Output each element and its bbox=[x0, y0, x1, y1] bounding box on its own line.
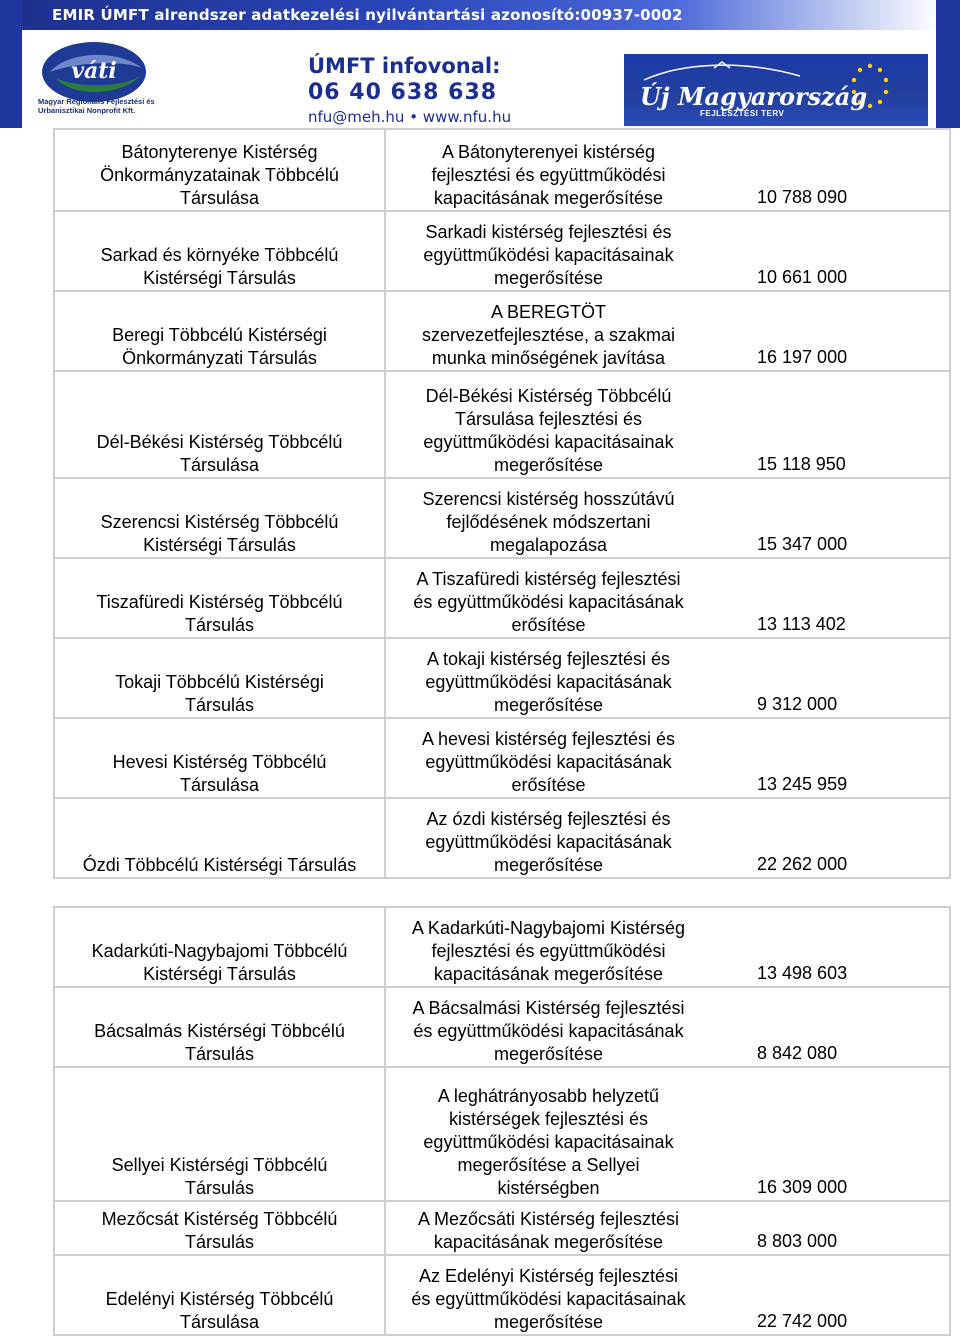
grant-amount-cell: 10 661 000 bbox=[711, 211, 950, 291]
table-row bbox=[54, 291, 950, 371]
project-title-cell: A tokaji kistérség fejlesztési és együttműködési kapacitásának megerősítése bbox=[385, 638, 711, 718]
table-row bbox=[54, 1067, 950, 1201]
table-row bbox=[54, 638, 950, 718]
table-row bbox=[54, 211, 950, 291]
page-header bbox=[0, 0, 960, 128]
right-blue-bar bbox=[936, 0, 960, 128]
grant-amount-cell: 15 118 950 bbox=[711, 371, 950, 478]
table-row bbox=[54, 798, 950, 878]
project-title-cell: A Tiszafüredi kistérség fejlesztési és együttműködési kapacitásának erősítése bbox=[385, 558, 711, 638]
table-row bbox=[54, 371, 950, 478]
table-row bbox=[54, 1255, 950, 1335]
infoline-title: ÚMFT infovonal: bbox=[308, 54, 501, 78]
association-name-cell: Sellyei Kistérségi Többcélú Társulás bbox=[54, 1067, 385, 1201]
association-name-cell: Mezőcsát Kistérség Többcélú Társulás bbox=[54, 1201, 385, 1255]
grant-amount-cell: 13 498 603 bbox=[711, 907, 950, 987]
grant-amount-cell: 10 788 090 bbox=[711, 129, 950, 211]
project-title-cell: Dél-Békési Kistérség Többcélú Társulása fejlesztési és együttműködési kapacitásainak megerősítése bbox=[385, 371, 711, 478]
table-row bbox=[54, 558, 950, 638]
grant-amount-cell: 15 347 000 bbox=[711, 478, 950, 558]
grant-amount-cell: 16 197 000 bbox=[711, 291, 950, 371]
table-row bbox=[54, 478, 950, 558]
association-name-cell: Tokaji Többcélú Kistérségi Társulás bbox=[54, 638, 385, 718]
association-name-cell: Bátonyterenye Kistérség Önkormányzatainak Többcélú Társulása bbox=[54, 129, 385, 211]
uj-magyarorszag-logo bbox=[624, 54, 928, 126]
association-name-cell: Dél-Békési Kistérség Többcélú Társulása bbox=[54, 371, 385, 478]
svg-text:váti: váti bbox=[71, 58, 117, 84]
grant-amount-cell: 13 245 959 bbox=[711, 718, 950, 798]
brand-logo-text: Új Magyarország bbox=[640, 82, 868, 111]
grant-amount-cell: 22 262 000 bbox=[711, 798, 950, 878]
grant-amount-cell: 22 742 000 bbox=[711, 1255, 950, 1335]
association-name-cell: Beregi Többcélú Kistérségi Önkormányzati Társulás bbox=[54, 291, 385, 371]
association-name-cell: Hevesi Kistérség Többcélú Társulása bbox=[54, 718, 385, 798]
association-name-cell: Kadarkúti-Nagybajomi Többcélú Kistérségi Társulás bbox=[54, 907, 385, 987]
vati-caption: Magyar Regionális Fejlesztési és Urbanisztikai Nonprofit Kft. bbox=[38, 97, 155, 115]
project-title-cell: A hevesi kistérség fejlesztési és együttműködési kapacitásának erősítése bbox=[385, 718, 711, 798]
registry-id-text: EMIR ÚMFT alrendszer adatkezelési nyilvántartási azonosító:00937-0002 bbox=[52, 6, 683, 24]
association-name-cell: Tiszafüredi Kistérség Többcélú Társulás bbox=[54, 558, 385, 638]
project-title-cell: A leghátrányosabb helyzetű kistérségek fejlesztési és együttműködési kapacitásainak megerősítése a Sellyei kistérségben bbox=[385, 1067, 711, 1201]
table-row bbox=[54, 987, 950, 1067]
association-name-cell: Szerencsi Kistérség Többcélú Kistérségi Társulás bbox=[54, 478, 385, 558]
project-title-cell: Szerencsi kistérség hosszútávú fejlődésének módszertani megalapozása bbox=[385, 478, 711, 558]
project-title-cell: A Bácsalmási Kistérség fejlesztési és együttműködési kapacitásának megerősítése bbox=[385, 987, 711, 1067]
table-row bbox=[54, 907, 950, 987]
association-name-cell: Edelényi Kistérség Többcélú Társulása bbox=[54, 1255, 385, 1335]
grant-amount-cell: 8 803 000 bbox=[711, 1201, 950, 1255]
project-title-cell: A Kadarkúti-Nagybajomi Kistérség fejlesztési és együttműködési kapacitásának megerősítése bbox=[385, 907, 711, 987]
table-row bbox=[54, 1201, 950, 1255]
project-title-cell: Az Edelényi Kistérség fejlesztési és együttműködési kapacitásainak megerősítése bbox=[385, 1255, 711, 1335]
grant-amount-cell: 9 312 000 bbox=[711, 638, 950, 718]
project-title-cell: Az ózdi kistérség fejlesztési és együttműködési kapacitásának megerősítése bbox=[385, 798, 711, 878]
grant-amount-cell: 13 113 402 bbox=[711, 558, 950, 638]
grants-table-1 bbox=[53, 128, 951, 879]
association-name-cell: Bácsalmás Kistérségi Többcélú Társulás bbox=[54, 987, 385, 1067]
table-row bbox=[54, 129, 950, 211]
infoline-contacts: nfu@meh.hu • www.nfu.hu bbox=[308, 108, 512, 126]
table-row bbox=[54, 718, 950, 798]
grant-amount-cell: 8 842 080 bbox=[711, 987, 950, 1067]
association-name-cell: Ózdi Többcélú Kistérségi Társulás bbox=[54, 798, 385, 878]
infoline-phone: 06 40 638 638 bbox=[308, 80, 498, 105]
top-band bbox=[0, 0, 960, 30]
brand-logo-sub: FEJLESZTÉSI TERV bbox=[700, 109, 785, 118]
project-title-cell: A BEREGTÖT szervezetfejlesztése, a szakmai munka minőségének javítása bbox=[385, 291, 711, 371]
left-blue-bar bbox=[0, 0, 22, 128]
grant-amount-cell: 16 309 000 bbox=[711, 1067, 950, 1201]
project-title-cell: Sarkadi kistérség fejlesztési és együttműködési kapacitásainak megerősítése bbox=[385, 211, 711, 291]
association-name-cell: Sarkad és környéke Többcélú Kistérségi Társulás bbox=[54, 211, 385, 291]
project-title-cell: A Bátonyterenyei kistérség fejlesztési és együttműködési kapacitásának megerősítése bbox=[385, 129, 711, 211]
grants-table-2 bbox=[53, 906, 951, 1336]
project-title-cell: A Mezőcsáti Kistérség fejlesztési kapacitásának megerősítése bbox=[385, 1201, 711, 1255]
